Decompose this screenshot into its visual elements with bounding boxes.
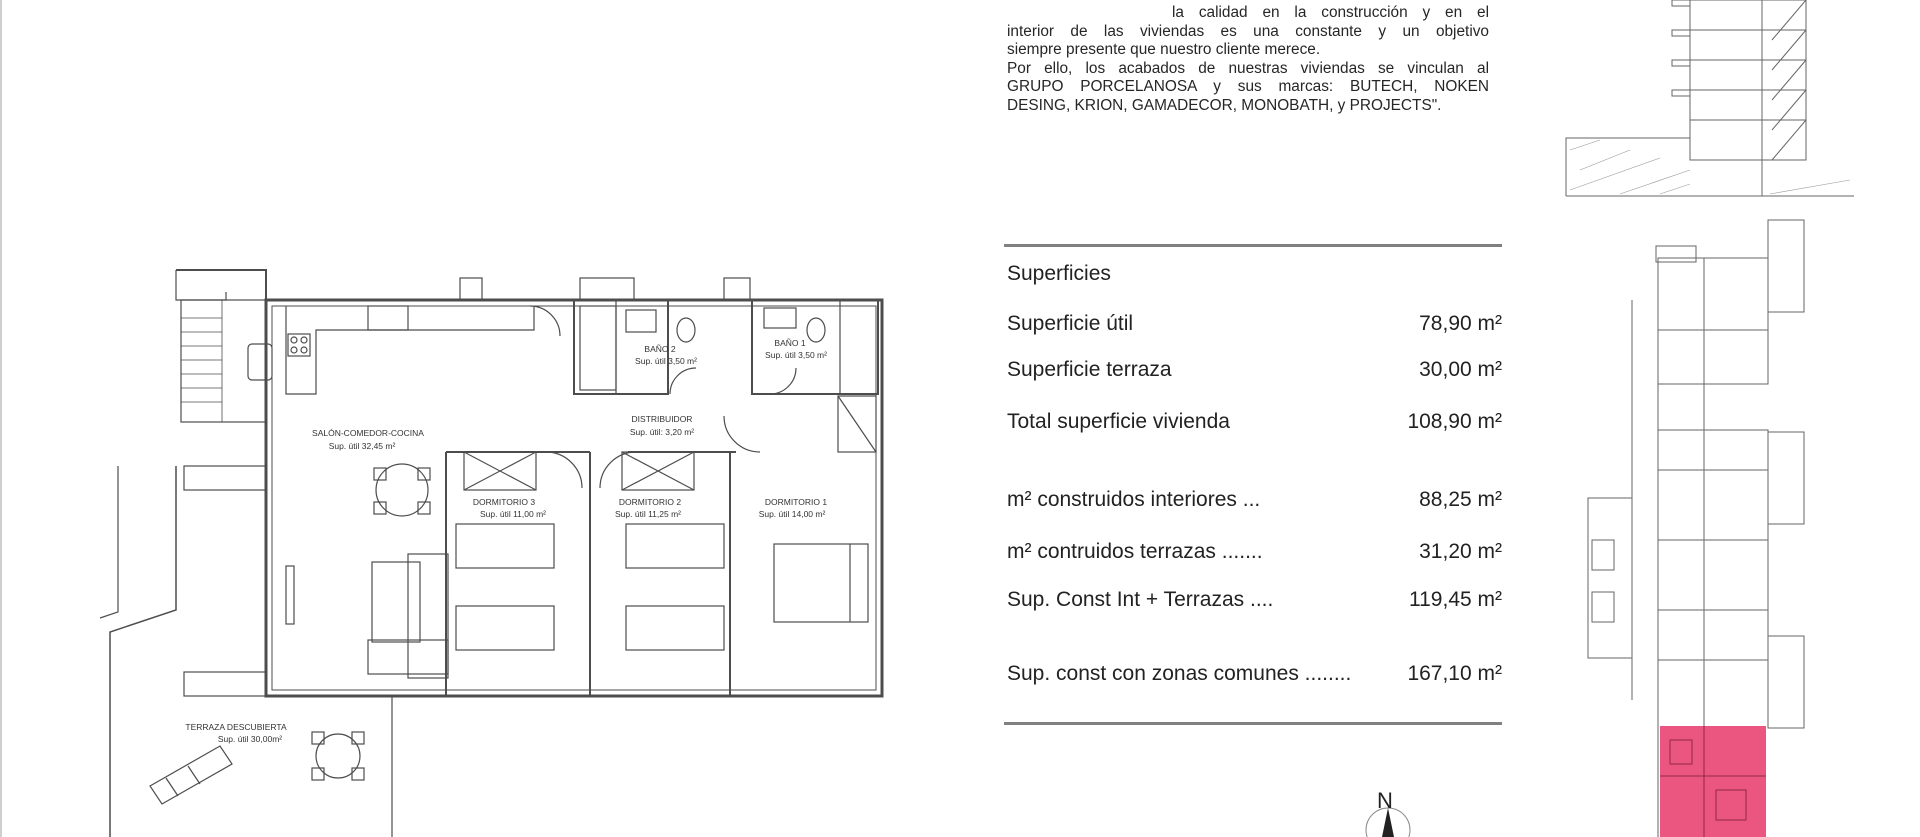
cooktop xyxy=(288,334,310,356)
bed xyxy=(456,524,554,568)
surface-value: 30,00 m² xyxy=(1419,358,1502,381)
room-area-dorm2: Sup. útil 11,25 m² xyxy=(615,509,681,519)
room-name-bano2: BAÑO 2 xyxy=(644,344,676,354)
building-elevation xyxy=(1566,0,1854,196)
ground-hatch xyxy=(1570,140,1850,194)
highlighted-unit xyxy=(1660,726,1766,837)
tv-unit xyxy=(372,562,420,642)
dining-table xyxy=(376,464,428,516)
north-compass xyxy=(1366,788,1410,837)
intro-line: siempre presente que nuestro cliente merece. xyxy=(1007,41,1321,59)
intro-line: GRUPO PORCELANOSA y sus marcas: BUTECH, NOKEN xyxy=(1007,78,1489,96)
terrace-table xyxy=(316,734,360,778)
surface-label: Superficie terraza xyxy=(1007,358,1172,381)
room-area-dorm3: Sup. útil 11,00 m² xyxy=(480,509,546,519)
room-name-dorm3: DORMITORIO 3 xyxy=(472,497,536,507)
bed xyxy=(626,524,724,568)
intro-line: Por ello, los acabados de nuestras viviendas se vinculan al xyxy=(1007,59,1489,77)
double-bed xyxy=(774,544,868,622)
bed xyxy=(626,606,724,650)
surface-value: 167,10 m² xyxy=(1407,662,1502,685)
room-area-bano1: Sup. útil 3,50 m² xyxy=(765,350,827,360)
room-name-salon: SALÓN-COMEDOR-COCINA xyxy=(312,428,424,438)
room-name-dorm1: DORMITORIO 1 xyxy=(764,497,828,507)
surface-label: m² construidos interiores ... xyxy=(1007,488,1261,511)
surfaces-title: Superficies xyxy=(1007,262,1111,285)
room-area-salon: Sup. útil 32,45 m² xyxy=(328,441,396,451)
intro-line: la calidad en la construcción y en el xyxy=(1172,4,1489,21)
surface-value: 88,25 m² xyxy=(1419,488,1502,511)
surface-label: Sup. const con zonas comunes ........ xyxy=(1007,662,1352,685)
terrace-outline xyxy=(110,466,176,837)
washing-machine xyxy=(248,344,272,380)
surface-label: m² contruidos terrazas ....... xyxy=(1007,540,1263,563)
room-area-bano2: Sup. útil 3,50 m² xyxy=(635,356,697,366)
room-area-terraza: Sup. útil 30,00m² xyxy=(217,734,283,744)
surface-label: Sup. Const Int + Terrazas .... xyxy=(1007,588,1274,611)
surface-value: 119,45 m² xyxy=(1409,588,1502,611)
sofa xyxy=(408,554,448,678)
intro-line: DESING, KRION, GAMADECOR, MONOBATH, y PROJECTS". xyxy=(1007,96,1442,114)
surface-value: 31,20 m² xyxy=(1419,540,1502,563)
room-name-terraza: TERRAZA DESCUBIERTA xyxy=(185,722,287,732)
surface-label: Superficie útil xyxy=(1007,312,1134,335)
room-name-bano1: BAÑO 1 xyxy=(774,338,806,348)
compass-label: N xyxy=(1377,788,1393,813)
sun-lounger xyxy=(150,746,232,804)
room-area-distribuidor: Sup. útil: 3,20 m² xyxy=(629,427,695,437)
bed xyxy=(456,606,554,650)
room-name-dorm2: DORMITORIO 2 xyxy=(618,497,682,507)
intro-line: interior de las viviendas es una constante y un objetivo xyxy=(1007,22,1489,40)
room-area-dorm1: Sup. útil 14,00 m² xyxy=(758,509,826,519)
surface-value: 78,90 m² xyxy=(1419,312,1502,335)
room-name-distribuidor: DISTRIBUIDOR xyxy=(631,414,693,424)
surface-value: 108,90 m² xyxy=(1407,410,1502,433)
surface-label: Total superficie vivienda xyxy=(1007,410,1230,433)
